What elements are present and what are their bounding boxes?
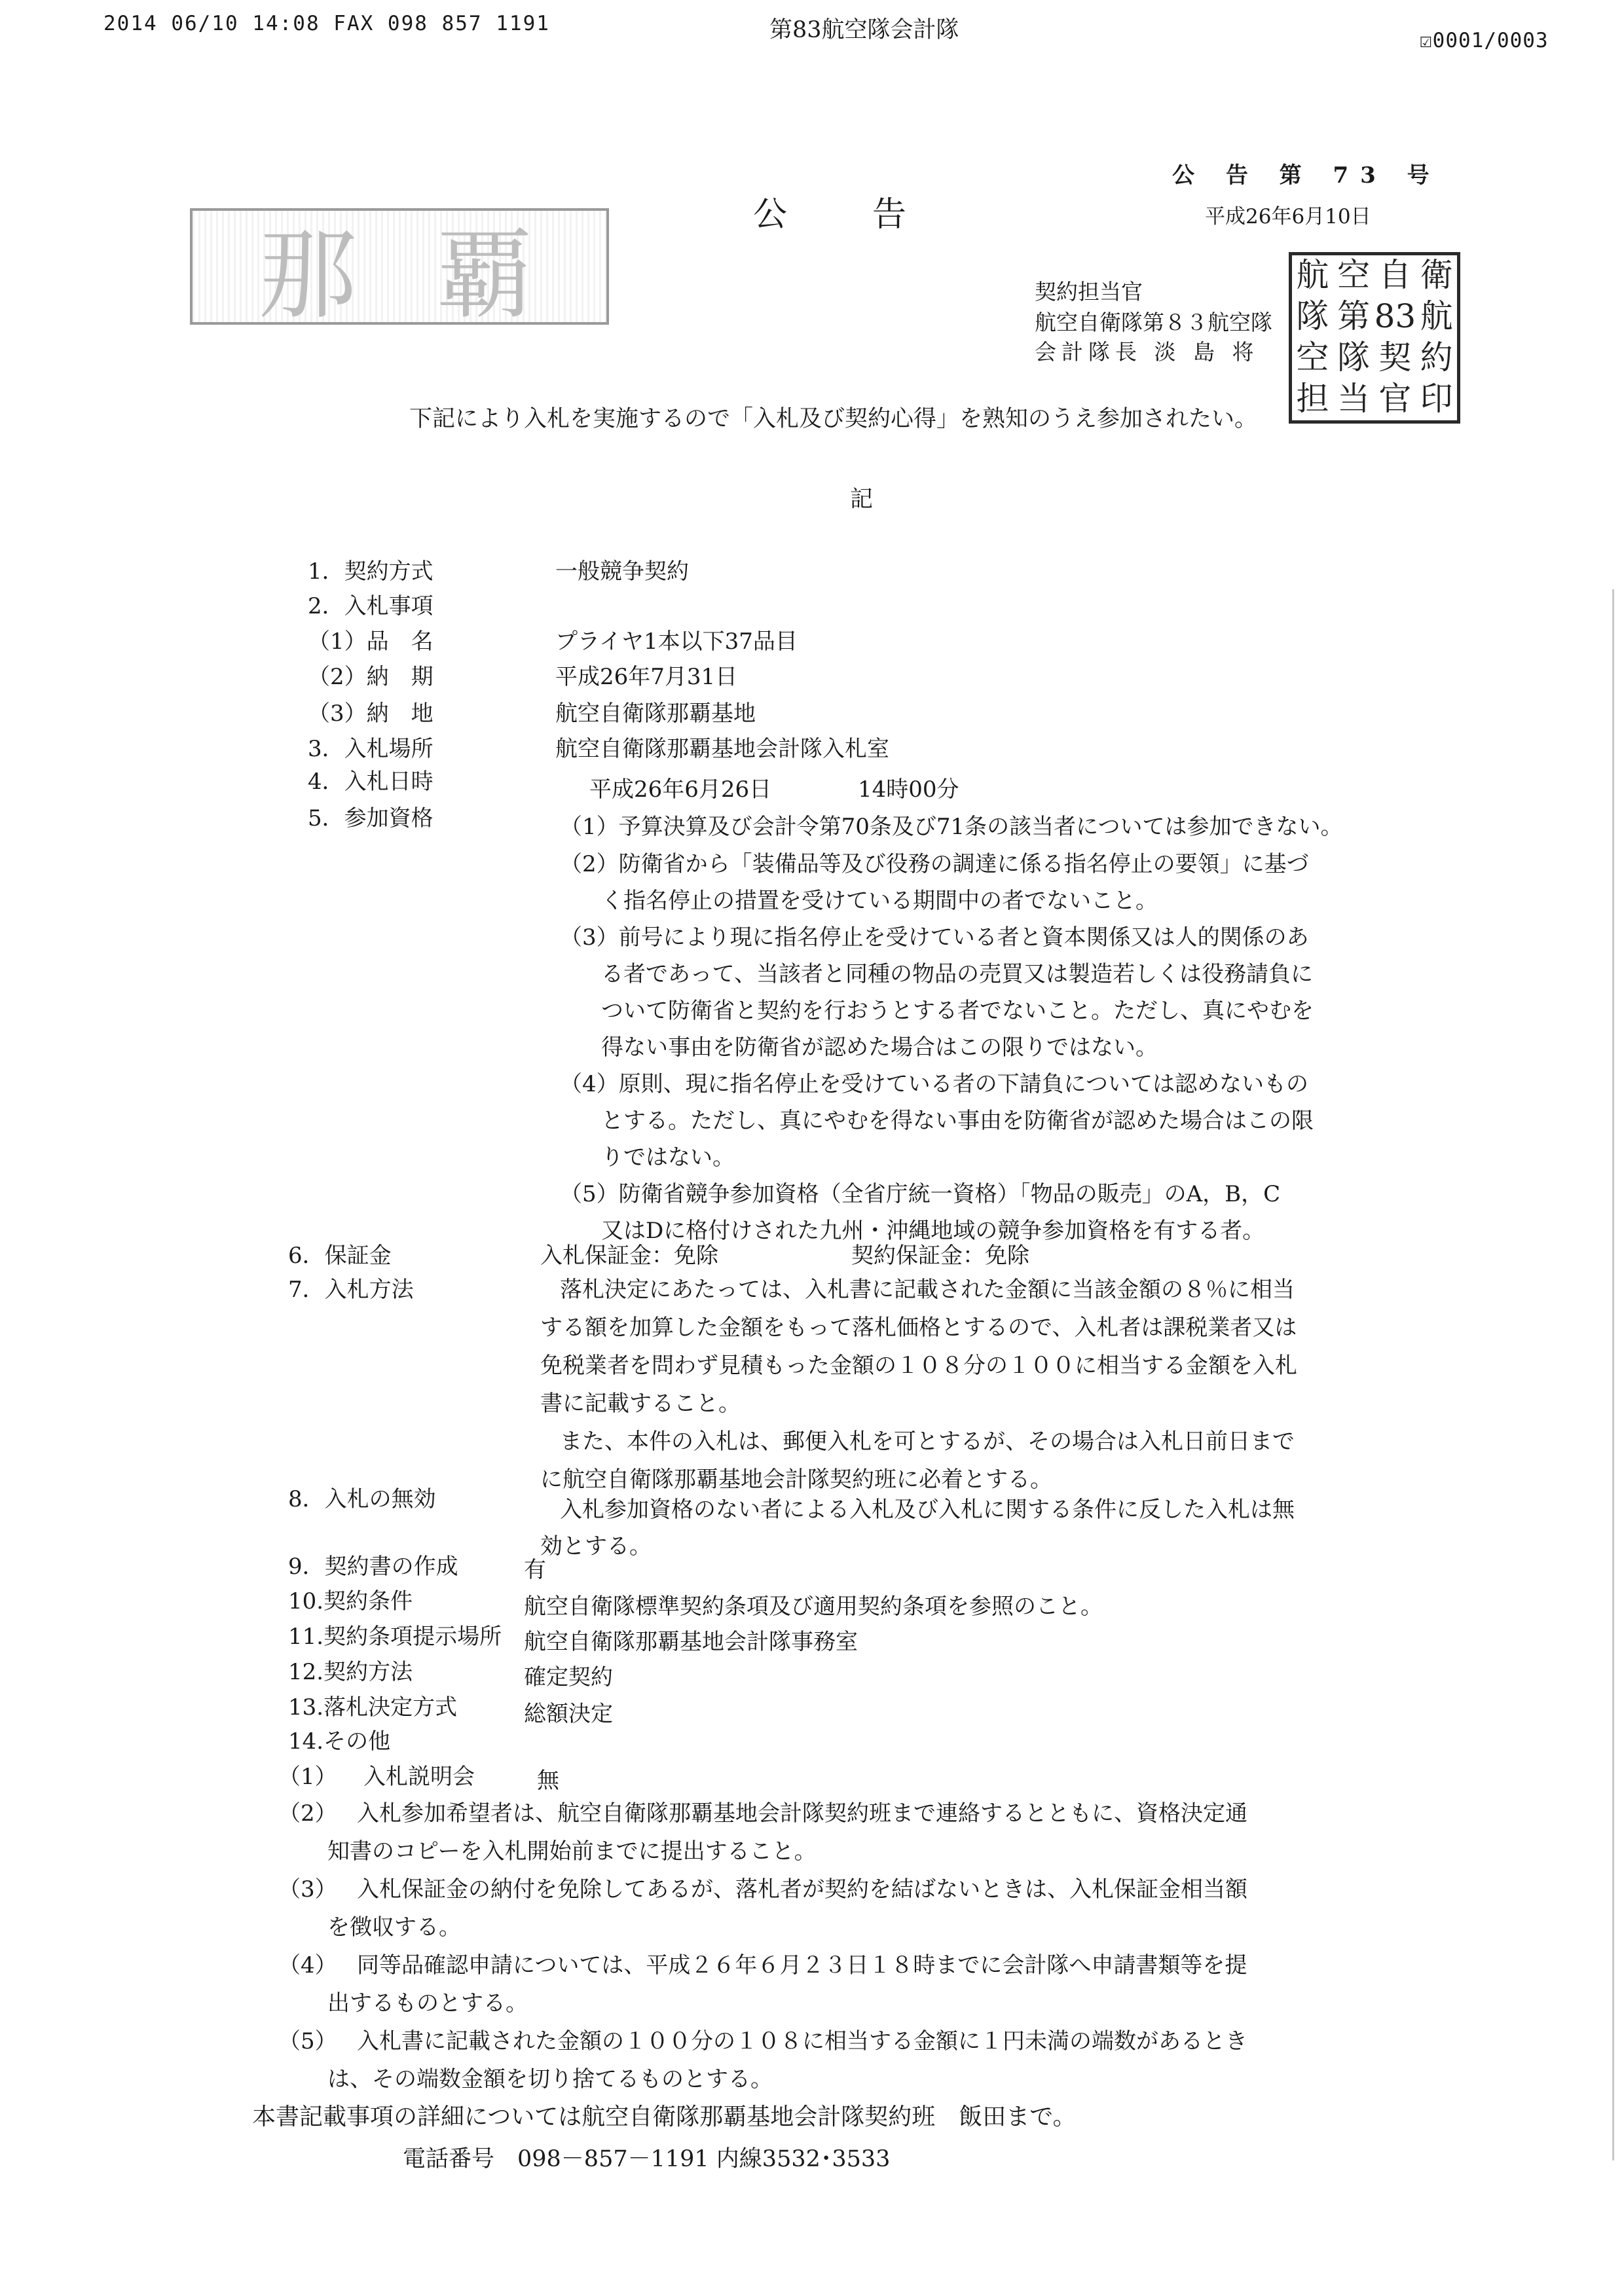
- contact-phone: 電話番号 098－857－1191 内線3532･3533: [403, 2146, 891, 2172]
- item-14-1-label: 入札説明会: [363, 1764, 475, 1790]
- item-14-1-value: 無: [537, 1768, 559, 1794]
- item-6-value-bid: 入札保証金：免除: [540, 1243, 718, 1269]
- naha-stamp-image: 那覇: [190, 208, 609, 325]
- seal-char: 衛: [1420, 256, 1453, 294]
- seal-char: 空: [1337, 256, 1371, 294]
- item-5-line: （3）前号により現に指名停止を受けている者と資本関係又は人的関係のあ: [560, 924, 1309, 951]
- item-14-4-line: 出するものとする。: [327, 1990, 528, 2016]
- item-14-2-num: （2）: [278, 1800, 337, 1827]
- item-14-5-line: 入札書に記載された金額の１００分の１０８に相当する金額に１円未満の端数があるとき: [357, 2028, 1247, 2054]
- item-4-date: 平成26年6月26日: [589, 776, 772, 803]
- seal-char: 自: [1378, 256, 1412, 294]
- item-6-label: 6．保証金: [288, 1243, 392, 1269]
- item-14-2-line: 入札参加希望者は、航空自衛隊那覇基地会計隊契約班まで連絡するとともに、資格決定通: [357, 1800, 1247, 1827]
- ki-heading: 記: [850, 486, 874, 513]
- fax-header-line: 2014 06/10 14:08 FAX 098 857 1191: [103, 12, 550, 35]
- notice-number: 公 告 第 73 号: [1172, 162, 1441, 189]
- item-2-1-label: （1）品 名: [308, 629, 434, 655]
- notice-title: 公告: [753, 195, 992, 234]
- item-13-value: 総額決定: [524, 1701, 613, 1727]
- seal-char: 担: [1296, 380, 1329, 418]
- item-14-3-num: （3）: [278, 1876, 337, 1903]
- item-14-1-num: （1）: [278, 1764, 337, 1790]
- scan-edge-line: [1612, 589, 1614, 2160]
- item-1-label: 1．契約方式: [308, 558, 434, 585]
- item-5-line: ついて防衛省と契約を行おうとする者でないこと。ただし、真にやむを: [601, 998, 1314, 1024]
- issuer-unit: 航空自衛隊第８３航空隊: [1035, 310, 1272, 335]
- item-12-value: 確定契約: [524, 1664, 613, 1690]
- item-12-label: 12.契約方法: [288, 1659, 413, 1685]
- item-5-line: 得ない事由を防衛省が認めた場合はこの限りではない。: [601, 1034, 1158, 1061]
- item-5-line: りではない。: [601, 1144, 735, 1171]
- item-5-line: 又はDに格付けされた九州・沖縄地域の競争参加資格を有する者。: [601, 1218, 1265, 1244]
- issuer-name: 会計隊長 淡 島 将: [1035, 339, 1259, 365]
- item-5-line: く指名停止の措置を受けている期間中の者でないこと。: [601, 888, 1158, 914]
- item-9-value: 有: [524, 1557, 546, 1583]
- seal-char: 当: [1337, 380, 1371, 418]
- item-5-label: 5．参加資格: [308, 805, 434, 831]
- item-2-3-value: 航空自衛隊那覇基地: [555, 701, 756, 727]
- item-2-label: 2．入札事項: [308, 593, 434, 619]
- seal-char: 航: [1296, 256, 1329, 294]
- item-11-label: 11.契約条項提示場所: [288, 1624, 502, 1650]
- item-5-line: （5）防衛省競争参加資格（全省庁統一資格）「物品の販売」のA，B，C: [560, 1181, 1281, 1207]
- item-14-4-line: 同等品確認申請については、平成２６年６月２３日１８時までに会計隊へ申請書類等を提: [357, 1952, 1247, 1978]
- contact-detail: 本書記載事項の詳細については航空自衛隊那覇基地会計隊契約班 飯田まで。: [252, 2104, 1077, 2130]
- item-13-label: 13.落札決定方式: [288, 1694, 458, 1721]
- seal-char: 官: [1378, 380, 1412, 418]
- seal-char: 約: [1420, 338, 1453, 376]
- item-9-label: 9．契約書の作成: [288, 1554, 458, 1580]
- item-5-line: （4）原則、現に指名停止を受けている者の下請負については認めないもの: [560, 1071, 1308, 1097]
- fax-page-counter: ☑0001/0003: [1420, 29, 1549, 52]
- item-5-line: る者であって、当該者と同種の物品の売買又は製造若しくは役務請負に: [601, 961, 1313, 987]
- item-14-label: 14.その他: [288, 1728, 391, 1755]
- seal-char: 隊: [1337, 338, 1371, 376]
- item-7-line: する額を加算した金額をもって落札価格とするので、入札者は課税業者又は: [540, 1315, 1297, 1341]
- item-1-value: 一般競争契約: [555, 558, 689, 585]
- item-3-label: 3．入札場所: [308, 736, 434, 762]
- seal-char: 83: [1374, 297, 1416, 335]
- issuer-title: 契約担当官: [1035, 279, 1143, 304]
- item-7-line: に航空自衛隊那覇基地会計隊契約班に必着とする。: [540, 1467, 1052, 1493]
- item-8-line: 効とする。: [540, 1533, 652, 1559]
- item-14-5-line: は、その端数金額を切り捨てるものとする。: [327, 2066, 773, 2092]
- item-8-line: 入札参加資格のない者による入札及び入札に関する条件に反した入札は無: [560, 1497, 1295, 1523]
- item-14-2-line: 知書のコピーを入札開始前までに提出すること。: [327, 1838, 817, 1865]
- item-4-label: 4．入札日時: [308, 769, 434, 795]
- item-8-label: 8．入札の無効: [288, 1486, 436, 1512]
- item-4-time: 14時00分: [858, 776, 959, 803]
- item-14-4-num: （4）: [278, 1952, 337, 1978]
- item-2-2-label: （2）納 期: [308, 664, 434, 690]
- seal-char: 航: [1420, 297, 1453, 335]
- item-7-line: 落札決定にあたっては、入札書に記載された金額に当該金額の８％に相当: [560, 1277, 1295, 1303]
- item-7-line: 免税業者を問わず見積もった金額の１０８分の１００に相当する金額を入札: [540, 1353, 1297, 1379]
- item-10-label: 10.契約条件: [288, 1588, 413, 1614]
- item-2-1-value: プライヤ1本以下37品目: [555, 629, 798, 655]
- item-3-value: 航空自衛隊那覇基地会計隊入札室: [555, 736, 889, 762]
- item-7-line: また、本件の入札は、郵便入札を可とするが、その場合は入札日前日まで: [560, 1429, 1295, 1455]
- fax-header-unit: 第83航空隊会計隊: [769, 17, 959, 43]
- seal-char: 空: [1296, 338, 1329, 376]
- seal-char: 契: [1378, 338, 1412, 376]
- item-5-line: （2）防衛省から「装備品等及び役務の調達に係る指名停止の要領」に基づ: [560, 851, 1309, 877]
- item-5-line: （1）予算決算及び会計令第70条及び71条の該当者については参加できない。: [560, 814, 1343, 840]
- item-5-line: とする。ただし、真にやむを得ない事由を防衛省が認めた場合はこの限: [601, 1108, 1314, 1134]
- item-7-label: 7．入札方法: [288, 1277, 414, 1303]
- seal-char: 隊: [1296, 297, 1329, 335]
- intro-text: 下記により入札を実施するので「入札及び契約心得」を熟知のうえ参加されたい。: [409, 406, 1258, 432]
- item-2-3-label: （3）納 地: [308, 701, 434, 727]
- seal-char: 印: [1420, 380, 1453, 418]
- item-14-5-num: （5）: [278, 2028, 337, 2054]
- item-6-value-contract: 契約保証金：免除: [851, 1243, 1029, 1269]
- notice-date: 平成26年6月10日: [1205, 205, 1371, 228]
- item-14-3-line: を徴収する。: [327, 1914, 461, 1941]
- item-7-line: 書に記載すること。: [540, 1391, 741, 1417]
- item-11-value: 航空自衛隊那覇基地会計隊事務室: [524, 1629, 858, 1655]
- official-seal-image: [1289, 252, 1460, 424]
- seal-char: 第: [1337, 297, 1371, 335]
- item-2-2-value: 平成26年7月31日: [555, 664, 738, 690]
- item-14-3-line: 入札保証金の納付を免除してあるが、落札者が契約を結ばないときは、入札保証金相当額: [357, 1876, 1247, 1903]
- item-10-value: 航空自衛隊標準契約条項及び適用契約条項を参照のこと。: [524, 1594, 1103, 1620]
